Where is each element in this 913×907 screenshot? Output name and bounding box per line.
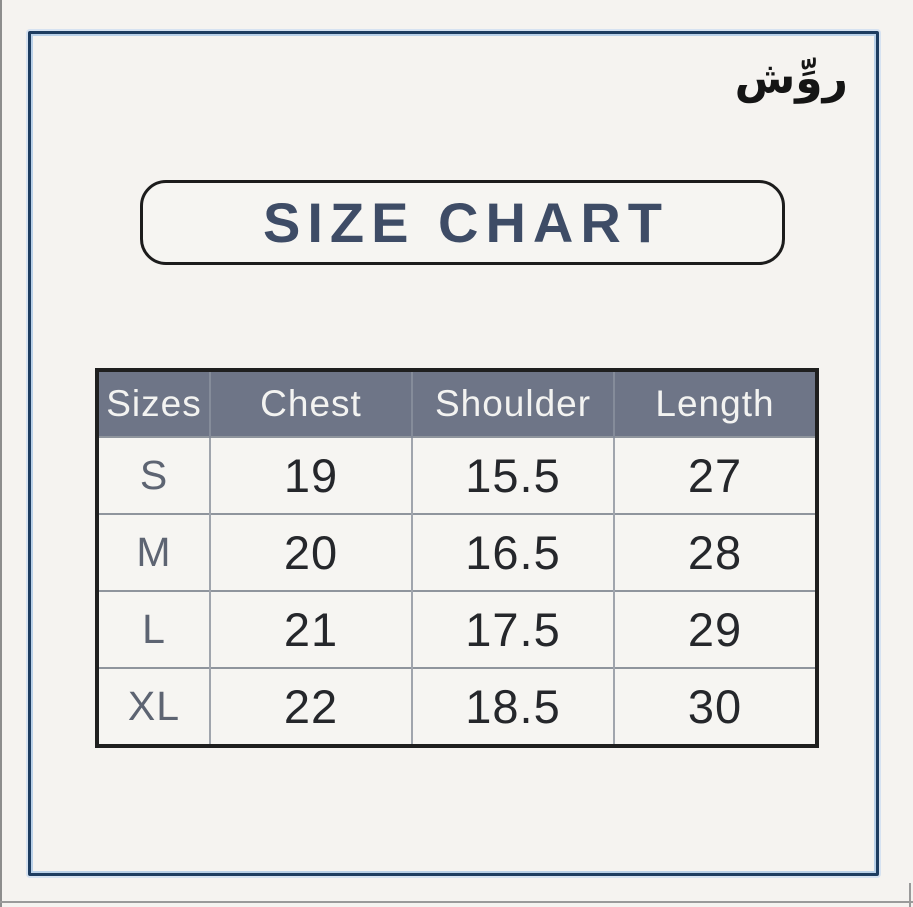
column-header-sizes: Sizes [97, 370, 210, 437]
decorative-frame [28, 31, 879, 876]
length-value: 30 [614, 668, 817, 746]
chest-value: 22 [210, 668, 412, 746]
column-header-chest: Chest [210, 370, 412, 437]
table-header-row [97, 370, 817, 437]
shoulder-value: 15.5 [412, 437, 614, 514]
table-row-m [97, 514, 817, 591]
column-header-shoulder: Shoulder [412, 370, 614, 437]
shoulder-value: 17.5 [412, 591, 614, 668]
chest-value: 20 [210, 514, 412, 591]
length-value: 28 [614, 514, 817, 591]
size-label: XL [127, 683, 181, 729]
table-row-xl [97, 668, 817, 746]
size-label: S [139, 452, 169, 498]
length-value: 27 [614, 437, 817, 514]
screenshot-edge-line-left [0, 0, 2, 907]
size-chart-title-box [140, 180, 785, 265]
table-row-s [97, 437, 817, 514]
size-label: M [136, 529, 172, 575]
brand-logo: روِّش [734, 53, 848, 104]
shoulder-value: 16.5 [412, 514, 614, 591]
size-label: L [142, 606, 166, 652]
screenshot-edge-line-right [909, 883, 911, 907]
column-header-length: Length [614, 370, 817, 437]
page-title: SIZE CHART [263, 191, 669, 254]
size-table [95, 368, 819, 748]
length-value: 29 [614, 591, 817, 668]
screenshot-edge-line-bottom [0, 901, 913, 903]
shoulder-value: 18.5 [412, 668, 614, 746]
chest-value: 19 [210, 437, 412, 514]
table-row-l [97, 591, 817, 668]
chest-value: 21 [210, 591, 412, 668]
